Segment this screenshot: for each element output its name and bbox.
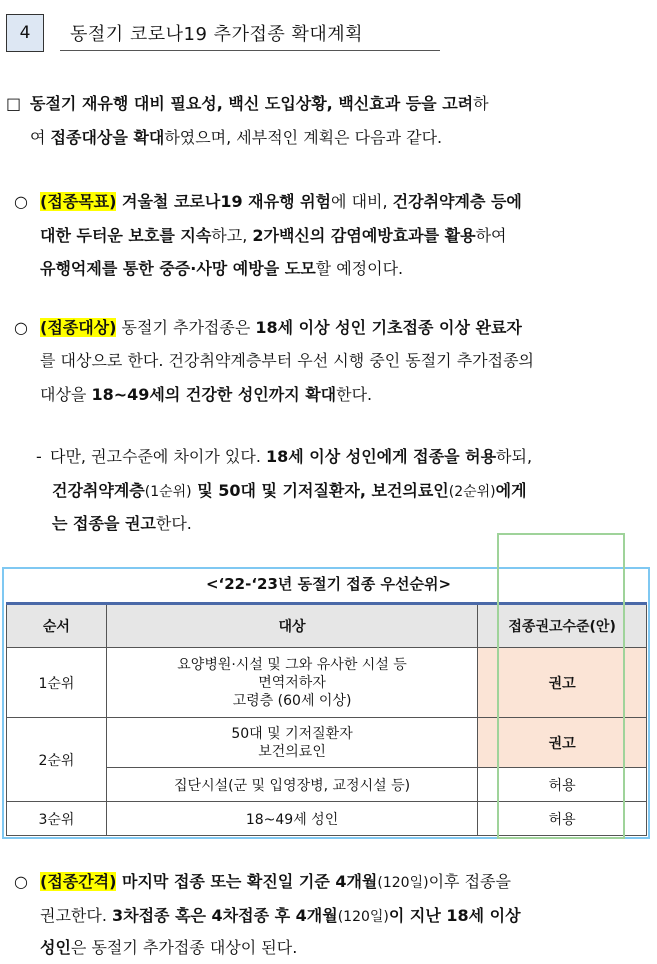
- intro-line2-bold: 접종대상을 확대: [50, 128, 165, 147]
- intro-line1: [30, 88, 650, 120]
- note-line1: [50, 441, 650, 473]
- row2-target-line2: 보건의료인: [258, 743, 326, 760]
- interval-tag: (접종간격): [40, 872, 117, 891]
- goal-line2-bold2: 2가백신의 감염예방효과를 활용: [252, 226, 476, 245]
- goal-line2-bold1: 대한 두터운 보호를 지속: [40, 226, 212, 245]
- row2-target-line1: 50대 및 기저질환자: [231, 725, 353, 742]
- goal-line1-mid: 에 대비,: [331, 192, 393, 211]
- intro-line2-rest: 하였으며, 세부적인 계획은 다음과 같다.: [164, 128, 443, 147]
- header-order: 순서: [7, 604, 107, 648]
- table-row: [7, 648, 647, 718]
- row2b-level: 허용: [478, 768, 647, 802]
- interval-line3: [40, 932, 650, 964]
- interval-marker: ○: [14, 872, 28, 891]
- row2b-target: 집단시설(군 및 입영장병, 교정시설 등): [106, 768, 477, 802]
- row1-target: [106, 648, 477, 718]
- interval-line2-bold2: 이 지난 18세 이상: [388, 906, 521, 925]
- note-line2: [52, 475, 652, 508]
- table-row: [7, 718, 647, 768]
- interval-line3-rest: 은 동절기 추가접종 대상이 된다.: [70, 938, 298, 957]
- intro-line2-pre: 여: [30, 128, 51, 147]
- goal-line2: [40, 220, 650, 252]
- goal-line2-rest: 하여: [475, 226, 507, 245]
- goal-line1-bold1: 겨울철 코로나19 재유행 위험: [116, 192, 332, 211]
- interval-line2-pre: 권고한다.: [40, 906, 112, 925]
- target-line1-mid: 동절기 추가접종은: [116, 318, 256, 337]
- row1-target-line3: 고령층 (60세 이상): [232, 692, 352, 709]
- note-line2-s1: (1순위): [144, 484, 192, 500]
- interval-line2-bold1: 3차접종 혹은 4차접종 후 4개월: [112, 906, 338, 925]
- target-line3-rest: 한다.: [336, 385, 373, 404]
- row1-order: 1순위: [7, 648, 107, 718]
- target-line2: 를 대상으로 한다. 건강취약계층부터 우선 시행 중인 동절기 추가접종의: [40, 351, 534, 370]
- target-line3-pre: 대상을: [40, 385, 92, 404]
- interval-line2: [40, 900, 650, 933]
- note-line3-rest: 한다.: [155, 514, 192, 533]
- note-line1-bold: 18세 이상 성인에게 접종을 허용: [266, 447, 497, 466]
- goal-line1-bold2: 건강취약계층 등에: [392, 192, 522, 211]
- note-line3-bold: 는 접종을 권고: [52, 514, 156, 533]
- note-line2-b1: 건강취약계층: [52, 481, 145, 500]
- note-line1-pre: 다만, 권고수준에 차이가 있다.: [50, 447, 266, 466]
- section-number: 4: [6, 14, 44, 52]
- row2-target: [106, 718, 477, 768]
- section-title: 동절기 코로나19 추가접종 확대계획: [70, 24, 363, 45]
- row1-level: 권고: [478, 648, 647, 718]
- goal-line1: [40, 186, 650, 218]
- goal-marker: ○: [14, 192, 28, 211]
- header-level: 접종권고수준(안): [478, 604, 647, 648]
- target-line3: [40, 379, 650, 411]
- row3-order: 3순위: [7, 802, 107, 836]
- intro-line1-rest: 하: [473, 94, 489, 113]
- intro-line1-bold: 동절기 재유행 대비 필요성, 백신 도입상황, 백신효과 등을 고려: [30, 94, 474, 113]
- note-marker: -: [36, 447, 42, 466]
- row3-level: 허용: [478, 802, 647, 836]
- row1-target-line2: 면역저하자: [258, 674, 326, 691]
- goal-line3-bold: 유행억제를 통한 중증·사망 예방을 도모: [40, 259, 316, 278]
- row2-level: 권고: [478, 718, 647, 768]
- header-target: 대상: [106, 604, 477, 648]
- table-header-row: [7, 604, 647, 648]
- title-underline: [60, 50, 440, 51]
- goal-tag: (접종목표): [40, 192, 117, 211]
- priority-table: [6, 602, 647, 836]
- note-line2-b2: 및 50대 및 기저질환자, 보건의료인: [191, 481, 449, 500]
- goal-line3: [40, 253, 650, 285]
- note-line2-s2: (2순위): [448, 484, 496, 500]
- target-line3-bold: 18~49세의 건강한 성인까지 확대: [91, 385, 337, 404]
- interval-line1-rest: 이후 접종을: [428, 872, 511, 891]
- intro-line2: [30, 122, 650, 154]
- goal-line2-mid: 하고,: [211, 226, 253, 245]
- note-line3: [52, 508, 652, 540]
- target-line1: [40, 312, 650, 344]
- target-marker: ○: [14, 318, 28, 337]
- table-title: <‘22-‘23년 동절기 접종 우선순위>: [205, 575, 452, 593]
- interval-line2-small: (120일): [337, 909, 389, 925]
- intro-marker: □: [6, 94, 22, 113]
- interval-line1-bold: 마지막 접종 또는 확진일 기준 4개월: [116, 872, 378, 891]
- interval-line1: [40, 866, 650, 899]
- goal-line3-rest: 할 예정이다.: [315, 259, 404, 278]
- target-line1-bold: 18세 이상 성인 기초접종 이상 완료자: [255, 318, 522, 337]
- note-line1-rest: 하되,: [496, 447, 533, 466]
- interval-line3-bold: 성인: [40, 938, 71, 957]
- table-row: [7, 802, 647, 836]
- target-tag: (접종대상): [40, 318, 117, 337]
- row3-target: 18~49세 성인: [106, 802, 477, 836]
- note-line2-b3: 에게: [495, 481, 527, 500]
- row2-order: 2순위: [7, 718, 107, 802]
- interval-line1-small: (120일): [377, 875, 429, 891]
- row1-target-line1: 요양병원·시설 및 그와 유사한 시설 등: [177, 656, 407, 673]
